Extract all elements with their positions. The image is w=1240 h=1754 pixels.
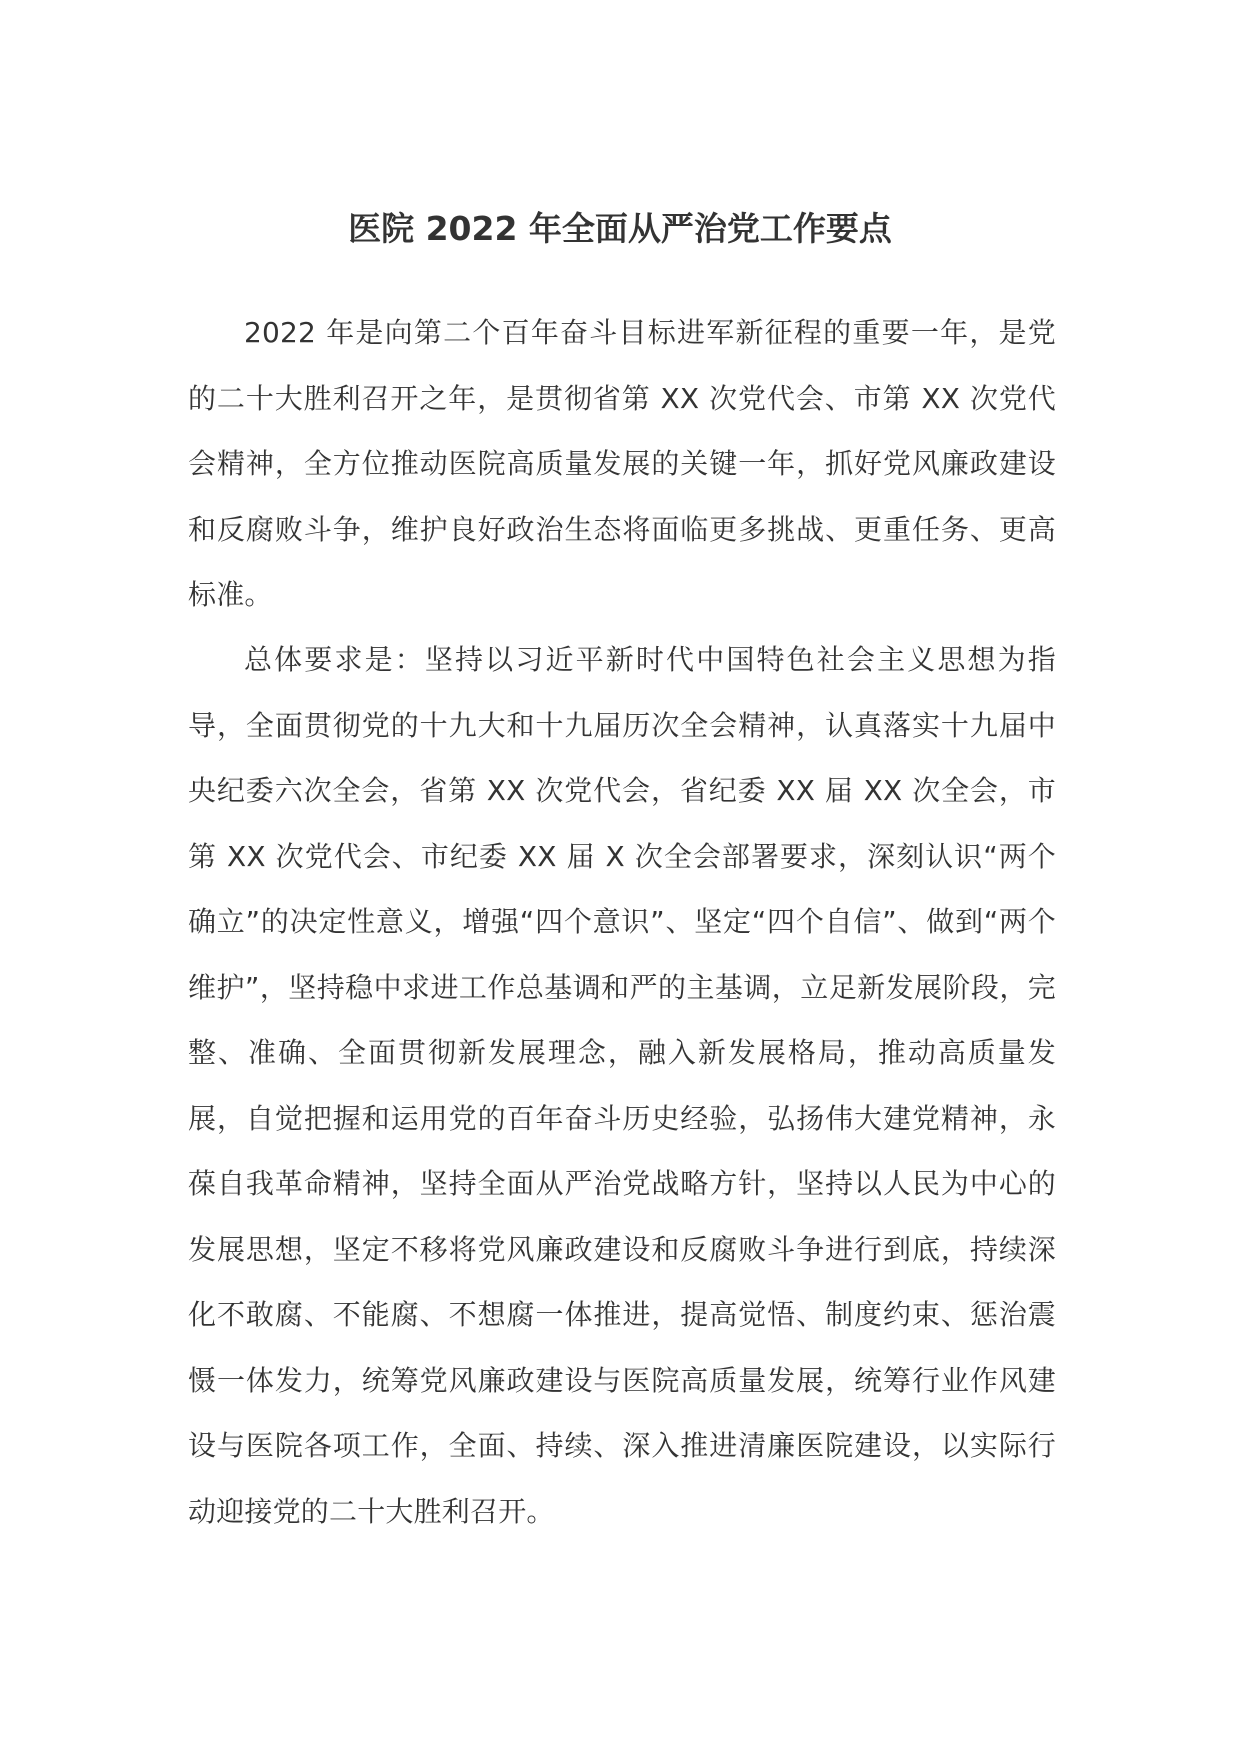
- paragraph-general-requirements: 总体要求是：坚持以习近平新时代中国特色社会主义思想为指导，全面贯彻党的十九大和十九届历次全会精神，认真落实十九届中央纪委六次全会，省第 XX 次党代会，省纪委 XX 届 XX 次全会，市第 XX 次党代会、市纪委 XX 届 X 次全会部署要求，深刻认识“两个确立”的决定性意义，增强“四个意识”、坚定“四个自信”、做到“两个维护”，坚持稳中求进工作总基调和严的主基调，立足新发展阶段，完整、准确、全面贯彻新发展理念，融入新发展格局，推动高质量发展，自觉把握和运用党的百年奋斗历史经验，弘扬伟大建党精神，永葆自我革命精神，坚持全面从严治党战略方针，坚持以人民为中心的发展思想，坚定不移将党风廉政建设和反腐败斗争进行到底，持续深化不敢腐、不能腐、不想腐一体推进，提高觉悟、制度约束、惩治震慑一体发力，统筹党风廉政建设与医院高质量发展，统筹行业作风建设与医院各项工作，全面、持续、深入推进清廉医院建设，以实际行动迎接党的二十大胜利召开。: [188, 643, 1056, 1528]
- document-title: 医院 2022 年全面从严治党工作要点: [348, 209, 892, 248]
- paragraph-intro: 2022 年是向第二个百年奋斗目标进军新征程的重要一年，是党的二十大胜利召开之年，是贯彻省第 XX 次党代会、市第 XX 次党代会精神，全方位推动医院高质量发展的关键一年，抓好党风廉政建设和反腐败斗争，维护良好政治生态将面临更多挑战、更重任务、更高标准。: [188, 316, 1056, 611]
